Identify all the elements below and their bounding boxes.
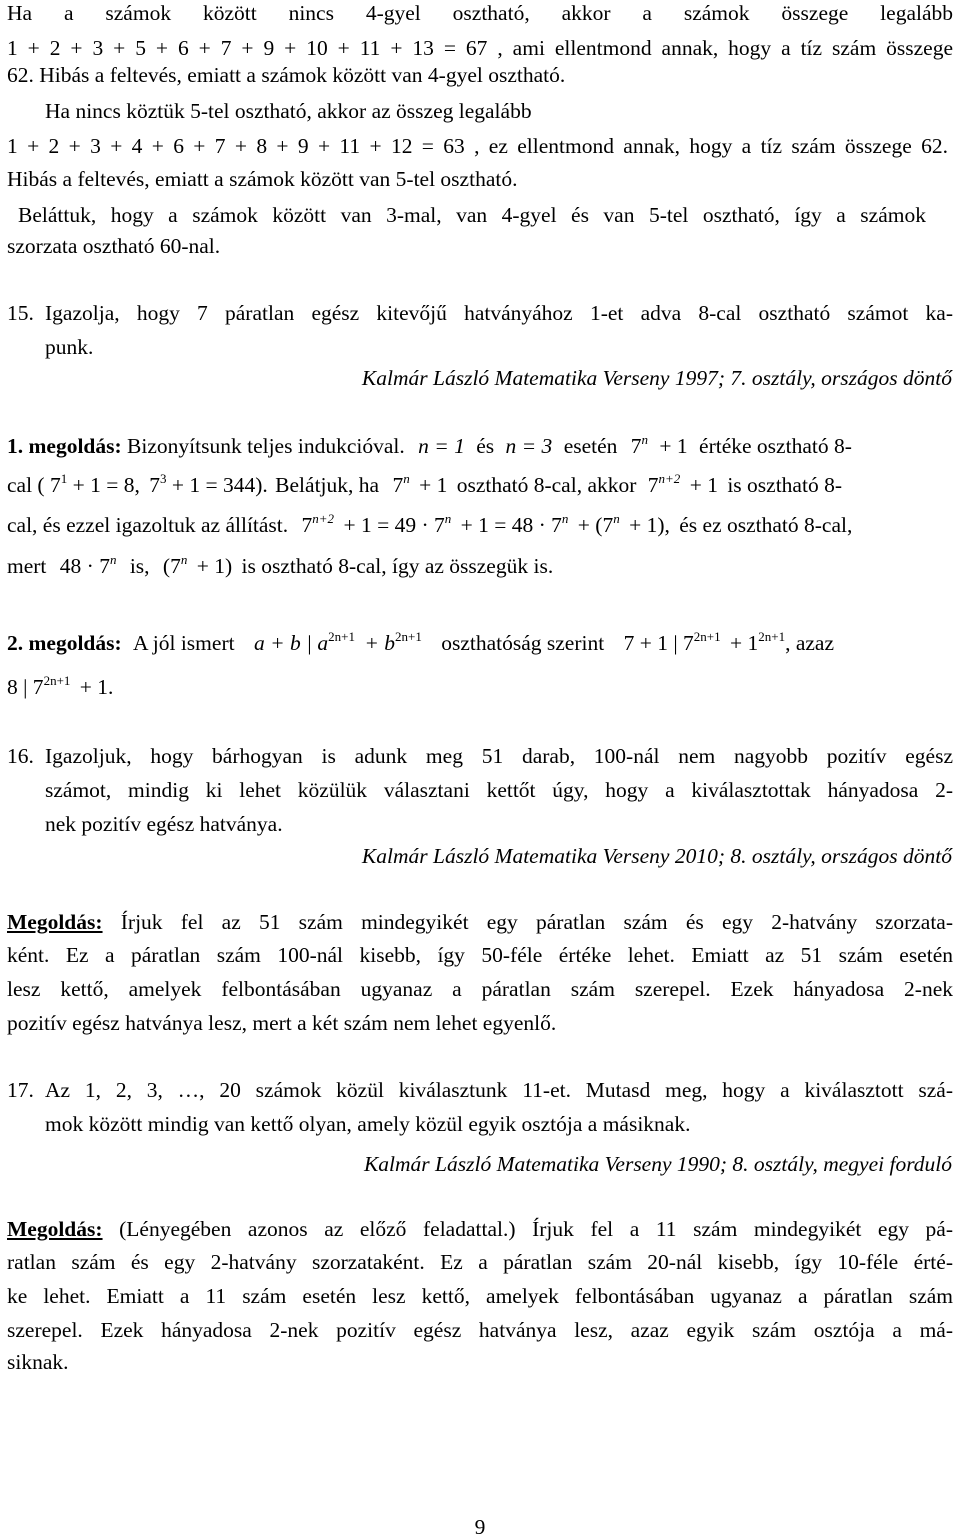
solution-text: lesz kettő, amelyek felbontásában ugyanaz a páratlan szám szerepel. Ezek hányadosa 2-nek (7, 977, 953, 1001)
text-line: Ha nincs köztük 5-tel osztható, akkor az összeg legalább (45, 99, 532, 123)
problem-text: Igazoljuk, hogy bárhogyan is adunk meg 51 darab, 100-nál nem nagyobb pozitív egész (45, 744, 953, 768)
problem-text: számot, mindig ki lehet közülük választani kettőt úgy, hogy a kiválasztottak hányadosa 2- (45, 778, 953, 802)
math-exponent: n+2 (658, 471, 681, 486)
math-exponent: n (109, 552, 117, 567)
math: + 1 (689, 473, 718, 497)
text-line: Beláttuk, hogy a számok között van 3-mal, van 4-gyel és van 5-tel osztható, így a számok (18, 203, 926, 227)
math-exponent: 2n+1 (328, 629, 355, 644)
math: + 1 = 49 · 7 (343, 513, 445, 537)
solution-text: pozitív egész hatványa lesz, mert a két szám nem lehet egyenlő. (7, 1011, 557, 1035)
solution-line (7, 674, 113, 700)
math-exponent: n (403, 471, 410, 486)
math-exponent: n (444, 511, 452, 526)
text-line: Ha a számok között nincs 4-gyel osztható, akkor a számok összege legalább (7, 1, 953, 25)
solution-text: és (476, 434, 495, 458)
math: + 1 (659, 434, 688, 458)
math: + 1 = 48 · 7 (460, 513, 562, 537)
solution-text: mert (7, 554, 47, 578)
text-line: szorzata osztható 60-nal. (7, 234, 221, 258)
math: + 1 (419, 473, 448, 497)
math: + 1) (196, 554, 233, 578)
solution-text: oszthatóság szerint (441, 631, 605, 655)
math: 7 + 1 | 7 (623, 631, 694, 655)
math: n = 3 (505, 434, 553, 458)
math: (7 (162, 554, 181, 578)
solution-text: osztható 8-cal, akkor (456, 473, 637, 497)
solution-text: ként. Ez a páratlan szám 100-nál kisebb, így 50-féle értéke lehet. Emiatt az 51 szám esetén (7, 943, 953, 967)
math-exponent: 2n+1 (758, 629, 786, 644)
math: 7 (301, 513, 313, 537)
solution-line (7, 909, 953, 935)
math: + 1. (79, 675, 114, 699)
math: 7 (149, 473, 160, 497)
solution-line (7, 553, 553, 579)
problem-source: Kalmár László Matematika Verseny 1997; 7. osztály, országos döntő (361, 366, 952, 390)
solution-text: ratlan szám és egy 2-hatvány szorzataként. Ez a páratlan szám 20-nál kisebb, így 10-féle érté- (7, 1250, 953, 1274)
math-exponent: 2n+1 (693, 629, 721, 644)
solution-label: 1. megoldás: (7, 434, 122, 458)
math-exponent: 2n+1 (43, 673, 71, 688)
solution-text: cal ( (7, 473, 45, 497)
math-exponent: n (613, 511, 620, 526)
math: 7 (49, 473, 61, 497)
solution-text: Bizonyítsunk teljes indukcióval. (127, 434, 405, 458)
solution-text: cal, és ezzel igazoltuk az állítást. (7, 513, 289, 537)
page-number: 9 (474, 1515, 486, 1539)
solution-line (7, 512, 852, 538)
problem-text: Az 1, 2, 3, …, 20 számok közül kiválasztunk 11-et. Mutasd meg, hogy a kiválasztott szá- (45, 1078, 953, 1102)
solution-label: Megoldás: (7, 1217, 103, 1241)
problem-number: 17. (7, 1078, 34, 1102)
text-line: 1 + 2 + 3 + 4 + 6 + 7 + 8 + 9 + 11 + 12 = 63 , ez ellentmond annak, hogy a tíz szám összege 62. (7, 134, 948, 158)
math: 7 (630, 434, 642, 458)
math: ). (255, 473, 268, 497)
solution-text: értéke osztható 8- (699, 434, 852, 458)
solution-text: Belátjuk, ha (275, 473, 380, 497)
math: + 1 (729, 631, 759, 655)
math: 8 | 7 (7, 675, 44, 699)
problem-text: mok között mindig van kettő olyan, amely közül egyik osztója a másiknak. (45, 1112, 691, 1136)
solution-label: 2. megoldás: (7, 631, 122, 655)
text-line: 1 + 2 + 3 + 5 + 6 + 7 + 9 + 10 + 11 + 13 = 67 , ami ellentmond annak, hogy a tíz szám összege (7, 36, 953, 60)
problem-text: punk. (45, 335, 94, 359)
solution-text: (Lényegében azonos az előző feladattal.) Írjuk fel a 11 szám mindegyikét egy pá- (119, 1217, 953, 1241)
solution-text: siknak. (7, 1350, 69, 1374)
solution-text: is osztható 8- (727, 473, 842, 497)
problem-number: 16. (7, 744, 34, 768)
solution-text: is osztható 8-cal, így az összegük is. (241, 554, 554, 578)
problem-source: Kalmár László Matematika Verseny 2010; 8. osztály, országos döntő (361, 844, 952, 868)
math: a + b | a (253, 631, 329, 655)
math-exponent: n (641, 432, 649, 447)
solution-text: A jól ismert (133, 631, 235, 655)
solution-text: is, (129, 554, 150, 578)
math: + (7 (577, 513, 614, 537)
math: 7 (647, 473, 659, 497)
math-exponent: 2n+1 (394, 629, 422, 644)
solution-line (7, 433, 852, 459)
math: + 1 = 344 (171, 473, 256, 497)
text-line: Hibás a feltevés, emiatt a számok között van 5-tel osztható. (7, 167, 518, 191)
solution-line (7, 472, 842, 498)
math-exponent: 3 (159, 471, 167, 486)
solution-text: szerepel. Ezek hányadosa 2-nek pozitív egész hatványa lesz, azaz egyik szám osztója a má- (7, 1318, 953, 1342)
math: + b (364, 631, 395, 655)
math-exponent: 1 (60, 471, 68, 486)
math: 48 · 7 (59, 554, 110, 578)
math: + 1), (629, 513, 670, 537)
math-exponent: n (180, 552, 188, 567)
solution-line (7, 1216, 953, 1242)
math: n = 1 (418, 434, 465, 458)
problem-text: Igazolja, hogy 7 páratlan egész kitevőjű hatványához 1-et adva 8-cal osztható számot ka- (45, 301, 953, 325)
math: + 1 = 8, (72, 473, 140, 497)
problem-number: 15. (7, 301, 34, 325)
solution-text: Írjuk fel az 51 szám mindegyikét egy páratlan szám és egy 2-hatvány szorzata- (120, 910, 953, 934)
math: 7 (392, 473, 404, 497)
solution-text: esetén (563, 434, 618, 458)
math-exponent: n (561, 511, 569, 526)
problem-source: Kalmár László Matematika Verseny 1990; 8. osztály, megyei forduló (363, 1152, 952, 1176)
solution-label: Megoldás: (7, 910, 103, 934)
math-exponent: n+2 (312, 511, 335, 526)
solution-text: és ez osztható 8-cal, (679, 513, 853, 537)
problem-text: nek pozitív egész hatványa. (45, 812, 283, 836)
text-line: 62. Hibás a feltevés, emiatt a számok között van 4-gyel osztható. (7, 63, 566, 87)
solution-line (7, 630, 834, 656)
solution-text: ke lehet. Emiatt a 11 szám esetén lesz kettő, amelyek felbontásában ugyanaz a páratlan szám (7, 1284, 953, 1308)
solution-text: , azaz (785, 631, 835, 655)
